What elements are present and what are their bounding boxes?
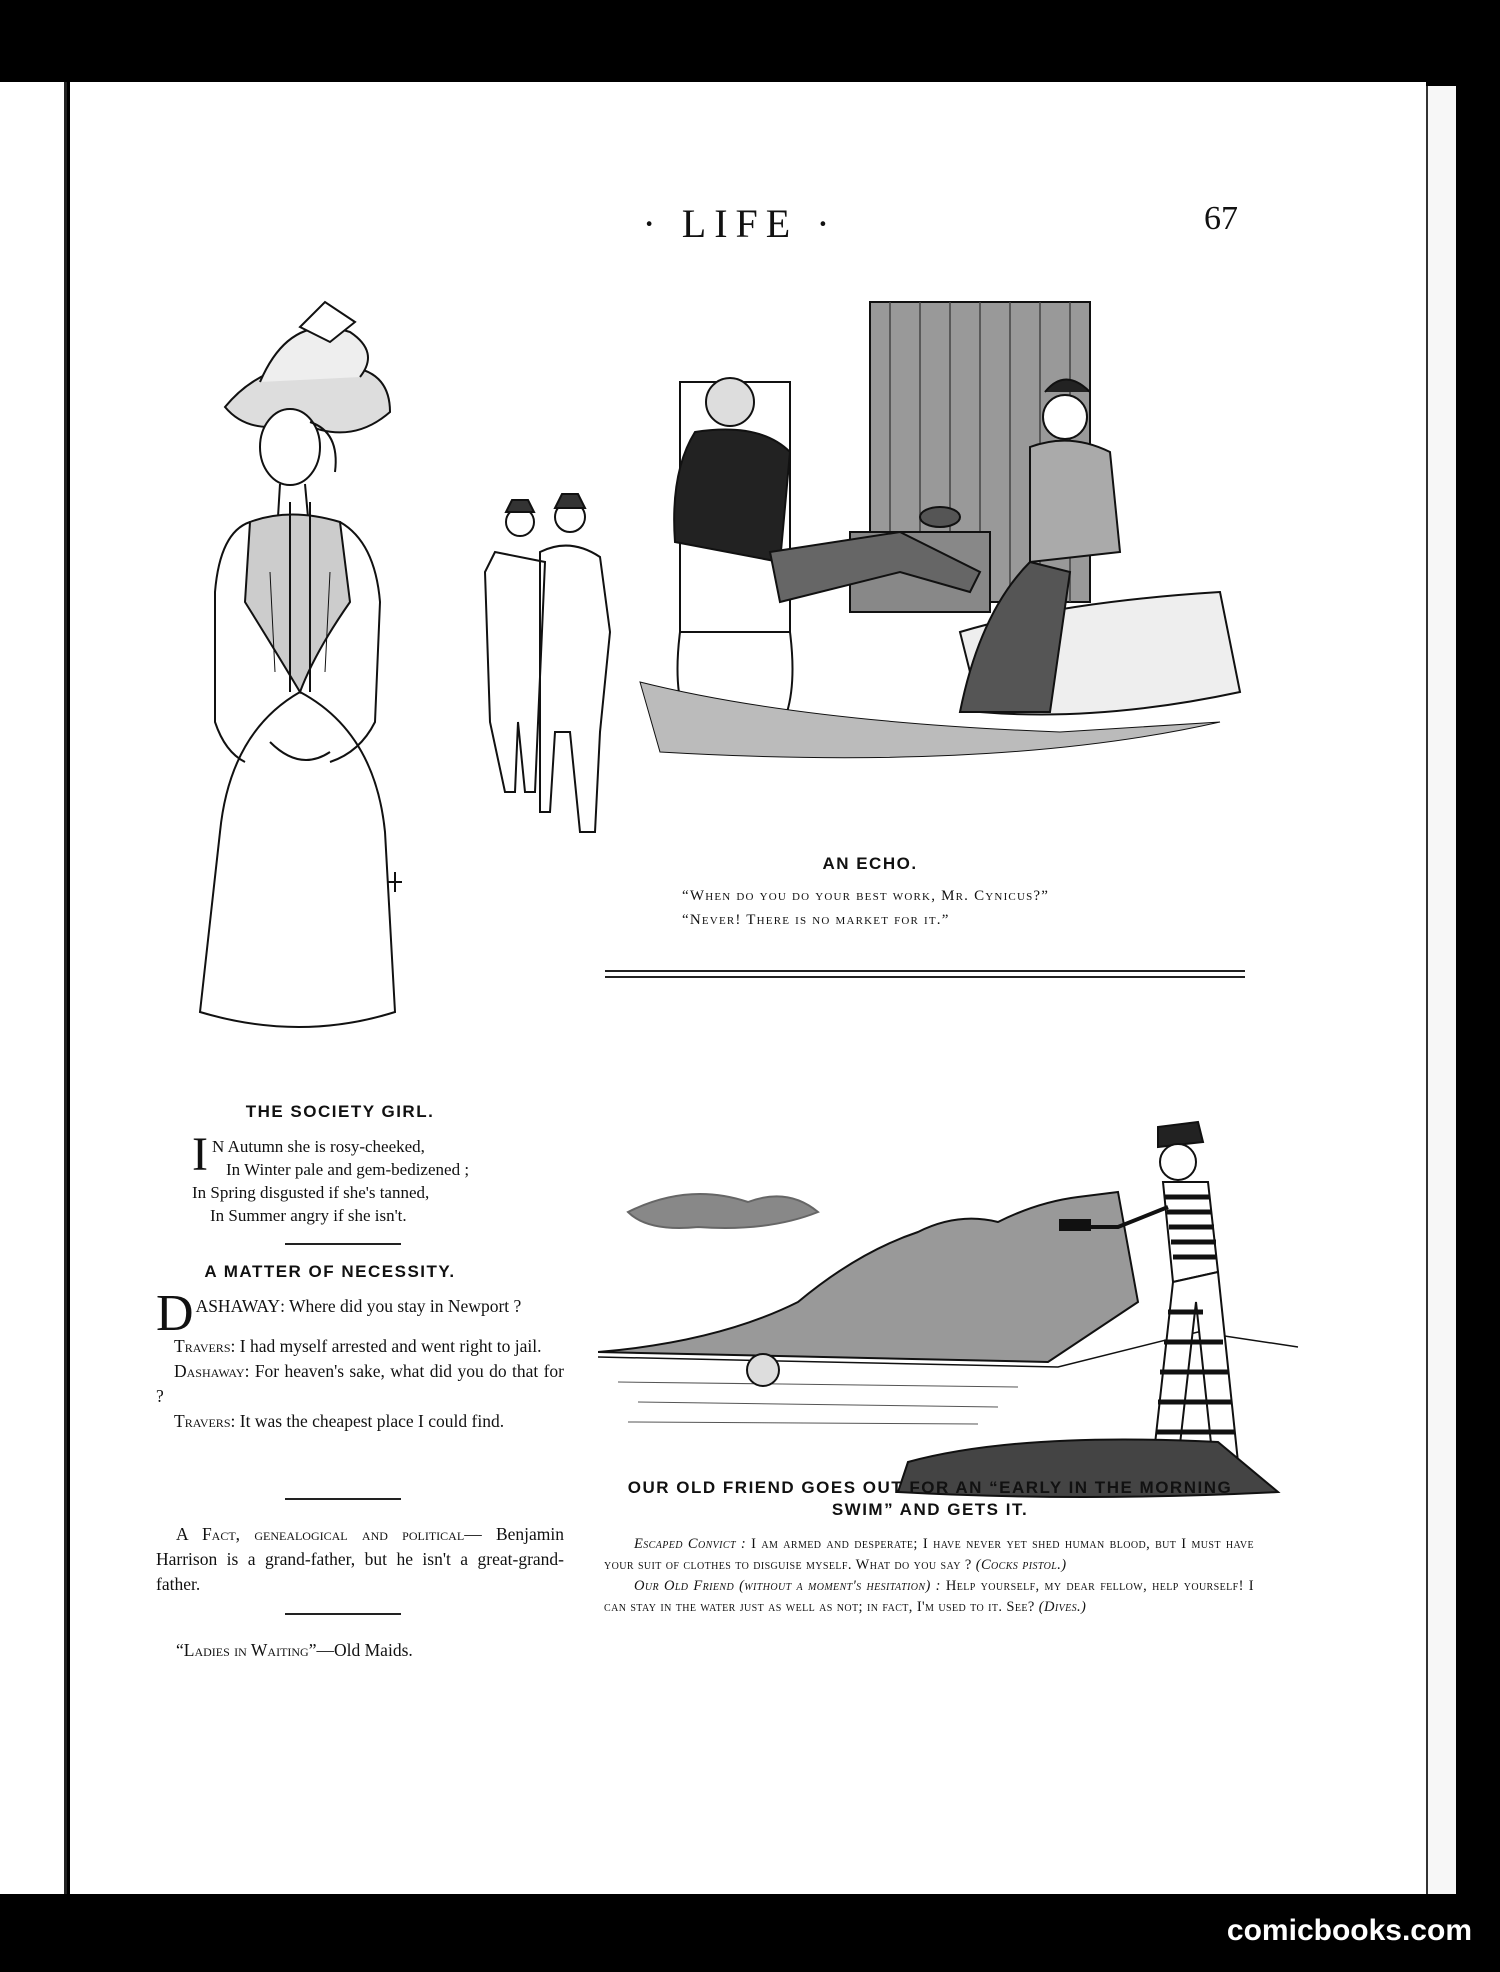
ladies-lead: “Ladies in Waiting” xyxy=(176,1640,317,1660)
matter-dropcap: D xyxy=(156,1285,194,1342)
an-echo-illustration xyxy=(600,272,1340,832)
speaker-travers: Travers xyxy=(174,1336,231,1356)
society-girl-poem xyxy=(192,1128,470,1227)
dialogue-text: Help yourself, my dear fellow, help yourself! I can stay in the water just as well as not; in fact, I'm used to it. See? xyxy=(604,1578,1254,1615)
matter-title: A MATTER OF NECESSITY. xyxy=(204,1262,456,1281)
section-rule xyxy=(605,970,1245,972)
stage-direction: (without a moment's hesitation) : xyxy=(739,1578,941,1594)
swim-dialogue xyxy=(604,1534,1254,1618)
early-swim-illustration xyxy=(598,1102,1338,1542)
dialogue-text: : I had myself arrested and went right to jail. xyxy=(230,1336,542,1356)
speaker-convict: Escaped Convict : xyxy=(634,1536,747,1552)
speaker-travers: Travers xyxy=(174,1411,231,1431)
page-number: 67 xyxy=(1204,200,1238,237)
facing-page-edge xyxy=(0,82,67,1894)
dialogue-text: : Where did you stay in Newport ? xyxy=(280,1296,522,1316)
swim-title-line: OUR OLD FRIEND GOES OUT FOR AN “EARLY IN THE MORNING xyxy=(627,1478,1233,1497)
stage-direction: (Cocks pistol.) xyxy=(975,1557,1067,1573)
echo-quote-2: “Never! There is no market for it.” xyxy=(682,912,950,928)
fact-text: — Benjamin Harrison is a grand-father, but he isn't a great-grand-father. xyxy=(156,1524,565,1594)
poem-dropcap: I xyxy=(192,1128,208,1181)
society-girl-title: THE SOCIETY GIRL. xyxy=(245,1102,435,1121)
swim-title xyxy=(600,1477,1260,1521)
masthead: · LIFE · xyxy=(642,201,838,246)
speaker-dashaway: Dashaway xyxy=(174,1361,245,1381)
echo-quote-1: “When do you do your best work, Mr. Cynicus?” xyxy=(682,888,1050,904)
dialogue-text: : It was the cheapest place I could find. xyxy=(230,1411,505,1431)
section-rule xyxy=(605,976,1245,978)
magazine-page xyxy=(70,82,1426,1894)
fact-paragraph xyxy=(156,1522,564,1597)
swim-title-line: SWIM” AND GETS IT. xyxy=(831,1500,1029,1519)
dialogue-text: I am armed and desperate; I have never yet shed human blood, but I must have your suit of clothes to disguise myself. What do you say ? xyxy=(604,1536,1254,1573)
fact-lead: A Fact, genealogical and political xyxy=(176,1524,465,1544)
poem-line: N Autumn she is rosy-cheeked, xyxy=(211,1137,425,1156)
society-girl-illustration xyxy=(150,272,650,1172)
matter-text xyxy=(156,1285,564,1434)
dialogue-text: : For heaven's sake, what did you do that for ? xyxy=(156,1361,564,1406)
stage-direction: (Dives.) xyxy=(1038,1599,1087,1615)
divider xyxy=(285,1498,401,1500)
poem-line: In Spring disgusted if she's tanned, xyxy=(192,1183,430,1202)
echo-title: AN ECHO. xyxy=(822,854,918,873)
ladies-text: —Old Maids. xyxy=(316,1640,413,1660)
divider xyxy=(285,1613,401,1615)
page-edge-right xyxy=(1426,86,1456,1894)
speaker-dashaway: ASHAWAY xyxy=(195,1296,281,1316)
poem-line: In Winter pale and gem-bedizened ; xyxy=(226,1160,470,1179)
divider xyxy=(285,1243,401,1245)
poem-line: In Summer angry if she isn't. xyxy=(210,1206,407,1225)
speaker-old-friend: Our Old Friend xyxy=(634,1578,735,1594)
watermark: comicbooks.com xyxy=(1226,1914,1472,1947)
ladies-line xyxy=(176,1638,576,1663)
